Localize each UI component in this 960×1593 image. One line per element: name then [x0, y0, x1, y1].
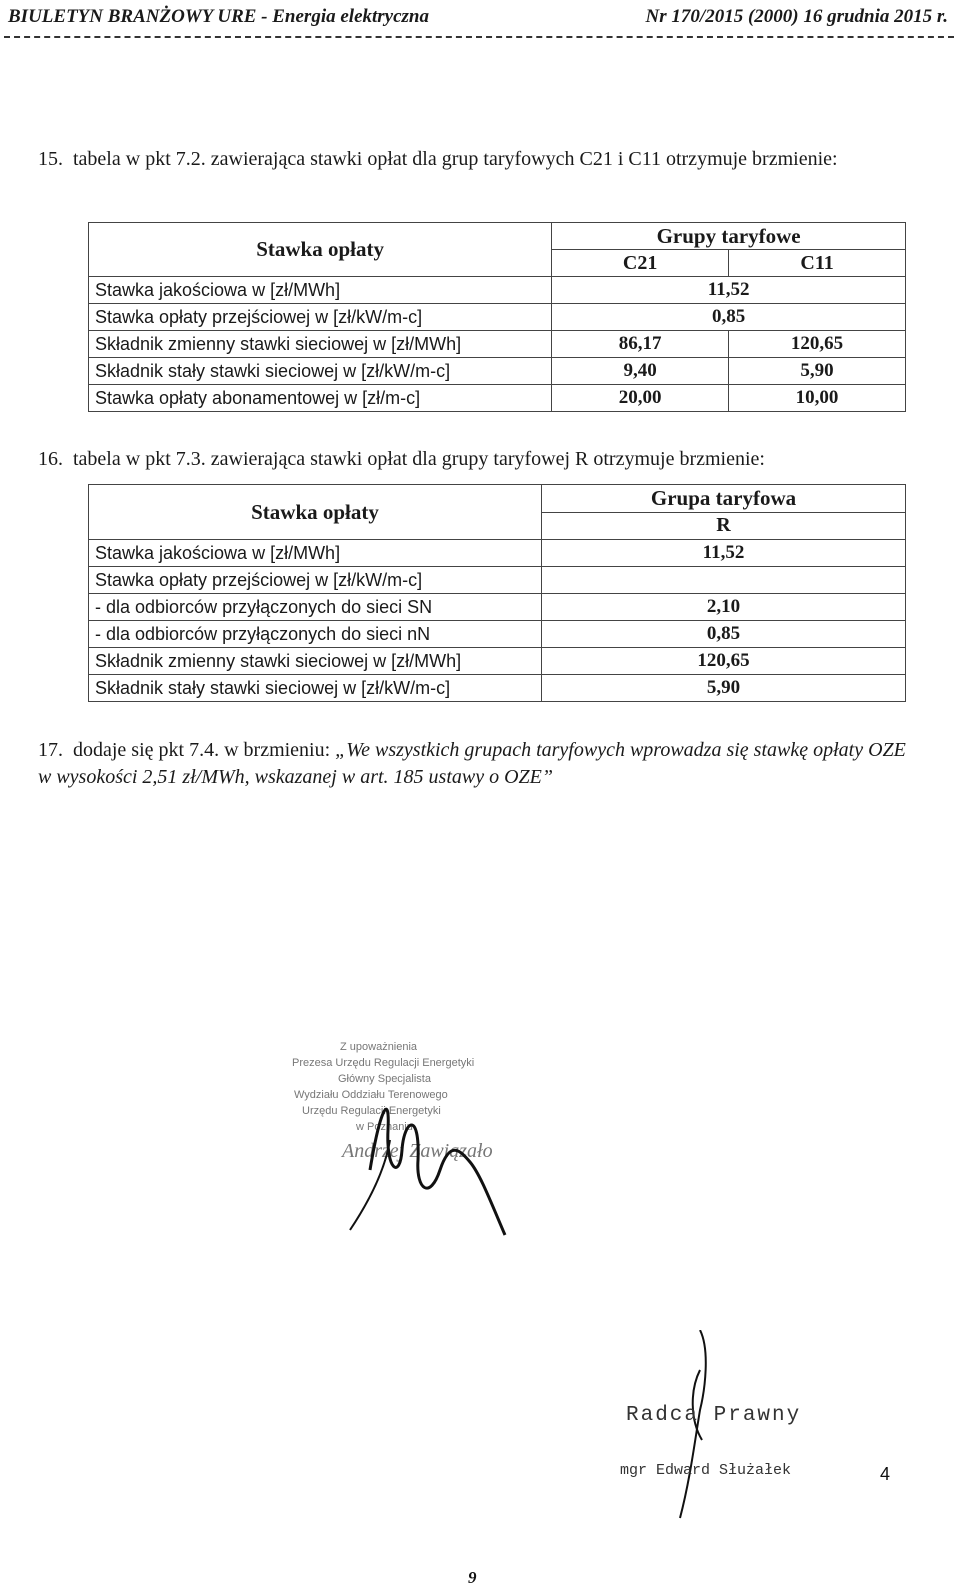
value-c11: 10,00 [729, 385, 906, 412]
column-r: R [542, 512, 906, 540]
table-row [89, 594, 906, 621]
stamp-line: Z upoważnienia [340, 1041, 418, 1053]
legal-advisor-name: mgr Edward Służałek [620, 1462, 792, 1479]
row-label: Składnik stały stawki sieciowej w [zł/kW/m-c] [89, 675, 542, 702]
row-label: Stawka opłaty przejściowej w [zł/kW/m-c] [89, 304, 552, 331]
row-label: - dla odbiorców przyłączonych do sieci SN [89, 594, 542, 621]
rate-header: Stawka opłaty [89, 485, 542, 540]
table-row [89, 540, 906, 567]
value-c21: 9,40 [552, 358, 729, 385]
stamp-name: Andrzej Zawiązało [342, 1140, 493, 1162]
row-label: Składnik stały stawki sieciowej w [zł/kW/m-c] [89, 358, 552, 385]
rate-header: Stawka opłaty [89, 223, 552, 277]
section-text: tabela w pkt 7.3. zawierająca stawki opłat dla grupy taryfowej R otrzymuje brzmienie: [73, 448, 765, 470]
section-16 [38, 446, 918, 473]
stamp-line: Główny Specjalista [338, 1073, 431, 1085]
row-label: - dla odbiorców przyłączonych do sieci nN [89, 621, 542, 648]
stamp-line: Wydziału Oddziału Terenowego [294, 1089, 448, 1101]
section-number: 16. [38, 448, 63, 470]
row-value: 0,85 [552, 304, 906, 331]
value-c11: 120,65 [729, 331, 906, 358]
table-row [89, 358, 906, 385]
row-value: 11,52 [552, 277, 906, 304]
row-value: 5,90 [542, 675, 906, 702]
row-value: 11,52 [542, 540, 906, 567]
column-c21: C21 [552, 250, 729, 277]
value-c21: 20,00 [552, 385, 729, 412]
row-label: Składnik zmienny stawki sieciowej w [zł/MWh] [89, 331, 552, 358]
table-row [89, 277, 906, 304]
tariff-table-c21-c11 [88, 222, 906, 412]
stamp-line: Prezesa Urzędu Regulacji Energetyki [292, 1057, 475, 1069]
group-header: Grupy taryfowe [552, 223, 906, 250]
value-c21: 86,17 [552, 331, 729, 358]
table-row [89, 621, 906, 648]
table-row [89, 675, 906, 702]
value-c11: 5,90 [729, 358, 906, 385]
table-row [89, 304, 906, 331]
row-value: 0,85 [542, 621, 906, 648]
row-value: 120,65 [542, 648, 906, 675]
bulletin-header [8, 4, 952, 32]
group-header: Grupa taryfowa [542, 485, 906, 513]
issue-info: Nr 170/2015 (2000) 16 grudnia 2015 r. [645, 6, 948, 27]
row-value [542, 567, 906, 594]
stamp-line: Urzędu Regulacji Energetyki [302, 1105, 441, 1117]
page-number-bottom: 9 [468, 1568, 477, 1587]
section-quote: „We wszystkich grupach taryfowych wprowadza się stawkę opłaty OZE w wysokości 2,51 zł/MWh, wskazanej w art. 185 ustawy o OZE” [38, 739, 906, 788]
page-number-side: 4 [880, 1464, 891, 1484]
table-row [89, 567, 906, 594]
section-17 [38, 737, 918, 791]
table-row [89, 648, 906, 675]
legal-advisor-title: Radca Prawny [626, 1404, 802, 1427]
column-c11: C11 [729, 250, 906, 277]
stamp-line: w Poznaniu [356, 1121, 413, 1133]
tariff-table-r [88, 484, 906, 702]
bulletin-title: BIULETYN BRANŻOWY URE - Energia elektryczna [8, 6, 429, 27]
row-label: Stawka opłaty przejściowej w [zł/kW/m-c] [89, 567, 542, 594]
row-label: Stawka opłaty abonamentowej w [zł/m-c] [89, 385, 552, 412]
signature-icon [330, 1050, 510, 1240]
header-divider [4, 36, 954, 38]
section-number: 17. [38, 739, 63, 761]
section-text: dodaje się pkt 7.4. w brzmieniu: [73, 739, 336, 761]
section-15 [38, 146, 918, 173]
table-row [89, 331, 906, 358]
row-value: 2,10 [542, 594, 906, 621]
row-label: Stawka jakościowa w [zł/MWh] [89, 540, 542, 567]
section-text: tabela w pkt 7.2. zawierająca stawki opłat dla grup taryfowych C21 i C11 otrzymuje brzmienie: [73, 148, 838, 170]
section-number: 15. [38, 148, 63, 170]
row-label: Składnik zmienny stawki sieciowej w [zł/MWh] [89, 648, 542, 675]
table-row [89, 385, 906, 412]
row-label: Stawka jakościowa w [zł/MWh] [89, 277, 552, 304]
